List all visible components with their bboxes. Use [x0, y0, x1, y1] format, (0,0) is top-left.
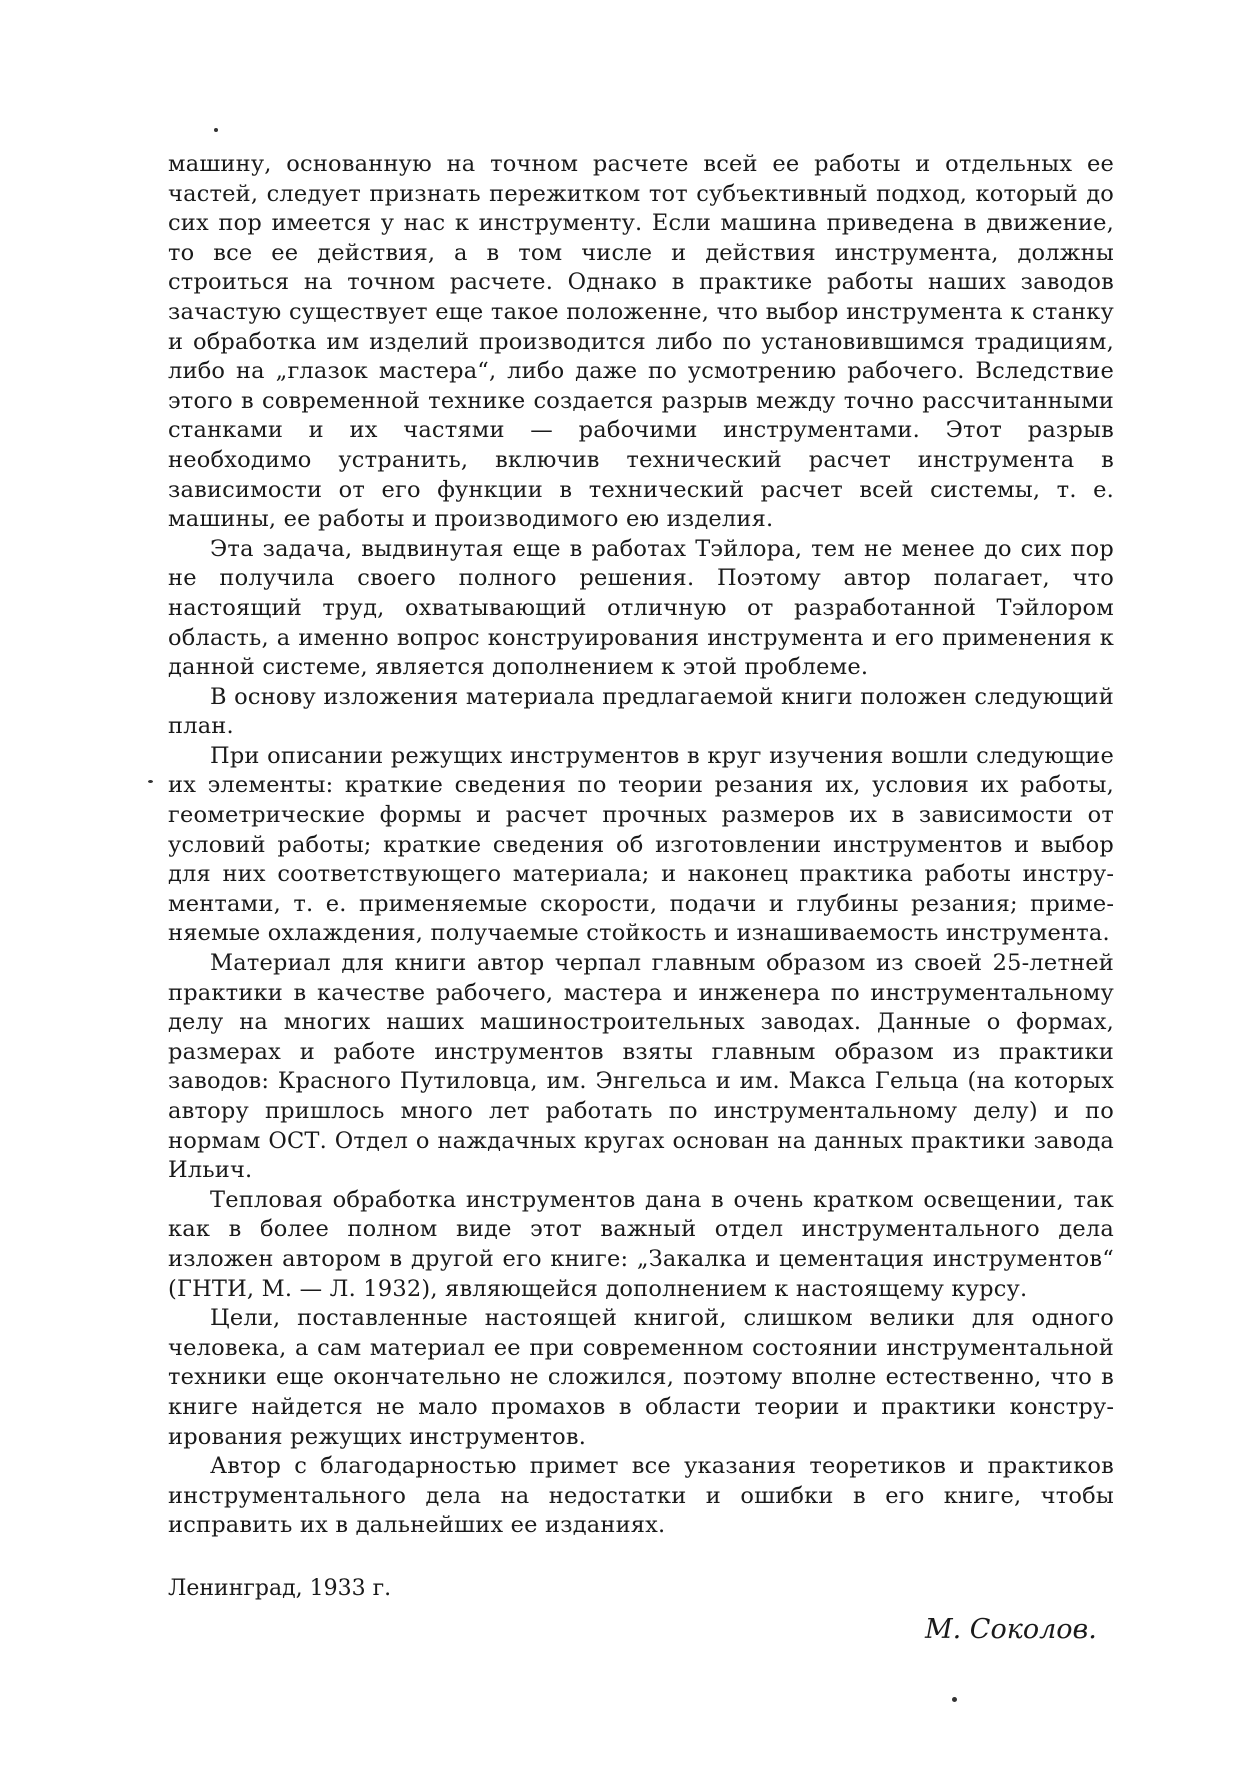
paragraph-3: В основу изложения материала предлагаемой книги положен следующий план. — [168, 683, 1114, 740]
paragraph-2: Эта задача, выдвинутая еще в работах Тэйлора, тем не менее до сих пор не получила своего полного решения. Поэтому автор полагает, что настоящий труд, охватывающий отличную от разработанной Тэйлором область, а именно вопрос конструирования инструмента и его применения к данной системе, является дополнением к этой проблеме. — [168, 535, 1114, 681]
paragraph-8: Автор с благодарностью примет все указания теоретиков и практиков инструментального дела на недостатки и ошибки в его книге, чтобы исправить их в дальнейших ее изданиях. — [168, 1453, 1114, 1539]
print-speck-bottom — [952, 1697, 957, 1702]
paragraph-6: Тепловая обработка инструментов дана в очень кратком освещении, так как в более полном виде этот важный отдел инструментального дела изложен автором в другой его книге: „Закалка и цементация инструментов“ (ГНТИ, М. — Л. 1932), являющейся дополнением к настоящему курсу. — [168, 1186, 1114, 1302]
author-signature: М. Соколов. — [925, 1614, 1097, 1645]
paragraph-1: машину, основанную на точном расчете всей ее работы и отдельных ее частей, следует признать пережитком тот субъективный подход, который до сих пор имеется у нас к инструменту. Если машина приведена в движение, то все ее действия, а в том числе и действия инструмента, должны строиться на точном расчете. Однако в практике работы наших заводов зачастую существует еще такое положенне, что выбор инструмента к станку и обработка им изделий производится либо по установившимся традициям, либо на „глазок мастера“, либо даже по усмотрению рабочего. Вследствие этого в современной технике создается разрыв между точно рассчитанными станками и их частями — рабочими инструментами. Этот разрыв необходимо устранить, включив технический расчет инструмента в зависимости от его функции в технический расчет всей системы, т. е. машины, ее работы и производимого ею изделия. — [168, 151, 1114, 533]
body-text — [168, 150, 1114, 1541]
paragraph-7: Цели, поставленные настоящей книгой, слишком велики для одного человека, а сам материал ее при современном состоянии инструментальной техники еще окончательно не сложился, поэтому вполне естественно, что в книге найдется не мало промахов в области теории и практики конструирования режущих инструментов. — [168, 1305, 1114, 1450]
print-speck-margin — [148, 780, 153, 783]
paragraph-4: При описании режущих инструментов в круг изучения вошли следующие их элементы: краткие сведения по теории резания их, условия их работы, геометрические формы и расчет прочных размеров их в зависимости от условий работы; краткие сведения об изготовлении инструментов и выбор для них соответствующего материала; и наконец практика работы инструментами, т. е. применяемые скорости, подачи и глубины резания; применяемые охлаждения, получаемые стойкость и изнашиваемость инструмента. — [168, 742, 1114, 947]
print-speck-top — [214, 128, 218, 132]
place-and-date: Ленинград, 1933 г. — [168, 1576, 392, 1601]
paragraph-5: Материал для книги автор черпал главным образом из своей 25-летней практики в качестве рабочего, мастера и инженера по инструментальному делу на многих наших машиностроительных заводах. Данные о формах, размерах и работе инструментов взяты главным образом из практики заводов: Красного Путиловца, им. Энгельса и им. Макса Гельца (на которых автору пришлось много лет работать по инструментальному делу) и по нормам ОСТ. Отдел о наждачных кругах основан на данных практики завода Ильич. — [168, 950, 1114, 1184]
